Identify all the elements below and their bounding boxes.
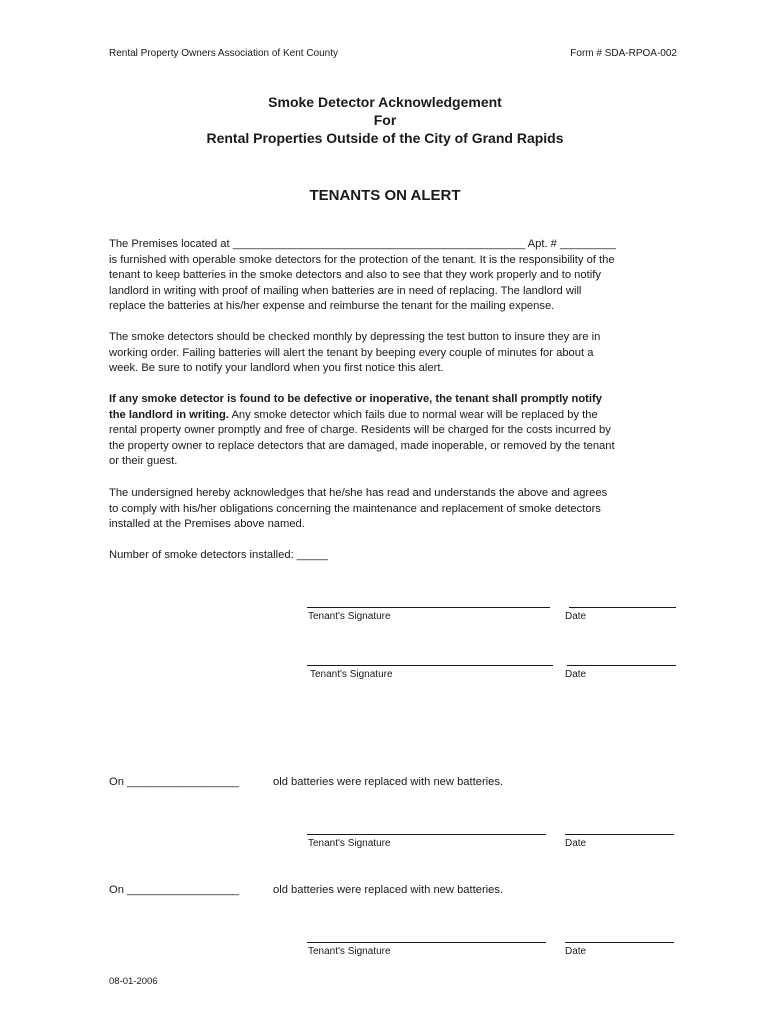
premises-paragraph xyxy=(109,237,679,315)
signature-label: Tenant's Signature xyxy=(308,611,391,622)
paragraph-line: replace the batteries at his/her expense and reimburse the tenant for the mailing expense. xyxy=(109,300,555,312)
paragraph-line: to comply with his/her obligations concerning the maintenance and replacement of smoke detectors xyxy=(109,502,601,515)
document-title-for: For xyxy=(373,112,397,128)
date-line[interactable] xyxy=(565,834,674,835)
tenants-on-alert-heading: TENANTS ON ALERT xyxy=(309,187,461,204)
acknowledgement-paragraph xyxy=(109,486,679,533)
paragraph-line: rental property owner promptly and free of charge. Residents will be charged for the costs incurred by xyxy=(109,424,611,436)
date-line[interactable] xyxy=(569,607,676,608)
paragraph-line: is furnished with operable smoke detectors for the protection of the tenant. It is the responsibility of the xyxy=(109,253,615,266)
battery-replaced-text: old batteries were replaced with new batteries. xyxy=(273,884,504,896)
signature-label: Tenant's Signature xyxy=(310,669,393,680)
battery-replaced-date-field[interactable]: On __________________ xyxy=(109,776,240,788)
signature-label: Tenant's Signature xyxy=(308,838,391,849)
bold-notice-line: If any smoke detector is found to be defective or inoperative, the tenant shall promptly notify xyxy=(109,393,602,405)
signature-line[interactable] xyxy=(307,665,553,666)
battery-replaced-date-field[interactable]: On __________________ xyxy=(109,884,240,896)
paragraph-line: The Premises located at _______________________________________________ Apt. # _________ xyxy=(109,238,616,250)
monthly-check-paragraph xyxy=(109,330,679,377)
paragraph-line-rest: Any smoke detector which fails due to normal wear will be replaced by the xyxy=(228,408,598,421)
date-line[interactable] xyxy=(567,665,676,666)
paragraph-line: tenant to keep batteries in the smoke detectors and also to see that they work properly and to notify xyxy=(109,269,601,281)
paragraph-line: working order. Failing batteries will alert the tenant by beeping every couple of minutes for about a xyxy=(109,346,594,359)
paragraph-line xyxy=(109,408,679,424)
document-title: Smoke Detector Acknowledgement xyxy=(268,94,502,110)
detectors-count-field[interactable]: Number of smoke detectors installed: _____ xyxy=(109,549,328,561)
defective-detector-paragraph xyxy=(109,392,679,470)
paragraph-line: The smoke detectors should be checked monthly by depressing the test button to insure they are in xyxy=(109,331,601,343)
paragraph-line: installed at the Premises above named. xyxy=(109,518,305,530)
date-line[interactable] xyxy=(565,942,674,943)
paragraph-line: or their guest. xyxy=(109,455,178,467)
paragraph-line: The undersigned hereby acknowledges that he/she has read and understands the above and agrees xyxy=(109,487,608,499)
footer-date: 08-01-2006 xyxy=(109,976,158,987)
signature-line[interactable] xyxy=(307,607,550,608)
organization-name: Rental Property Owners Association of Kent County xyxy=(109,48,339,59)
paragraph-line: the property owner to replace detectors that are damaged, made inoperable, or removed by the tenant xyxy=(109,439,615,452)
battery-replaced-text: old batteries were replaced with new batteries. xyxy=(273,776,504,788)
date-label: Date xyxy=(565,946,587,957)
document-title-scope: Rental Properties Outside of the City of Grand Rapids xyxy=(206,130,564,146)
signature-line[interactable] xyxy=(307,942,546,943)
bold-notice-end: the landlord in writing. xyxy=(109,408,229,421)
date-label: Date xyxy=(565,838,587,849)
paragraph-line: week. Be sure to notify your landlord when you first notice this alert. xyxy=(109,362,444,374)
paragraph-line: landlord in writing with proof of mailing when batteries are in need of replacing. The landlord will xyxy=(109,284,582,297)
date-label: Date xyxy=(565,669,587,680)
form-number: Form # SDA-RPOA-002 xyxy=(570,48,677,59)
date-label: Date xyxy=(565,611,587,622)
signature-label: Tenant's Signature xyxy=(308,946,391,957)
signature-line[interactable] xyxy=(307,834,546,835)
